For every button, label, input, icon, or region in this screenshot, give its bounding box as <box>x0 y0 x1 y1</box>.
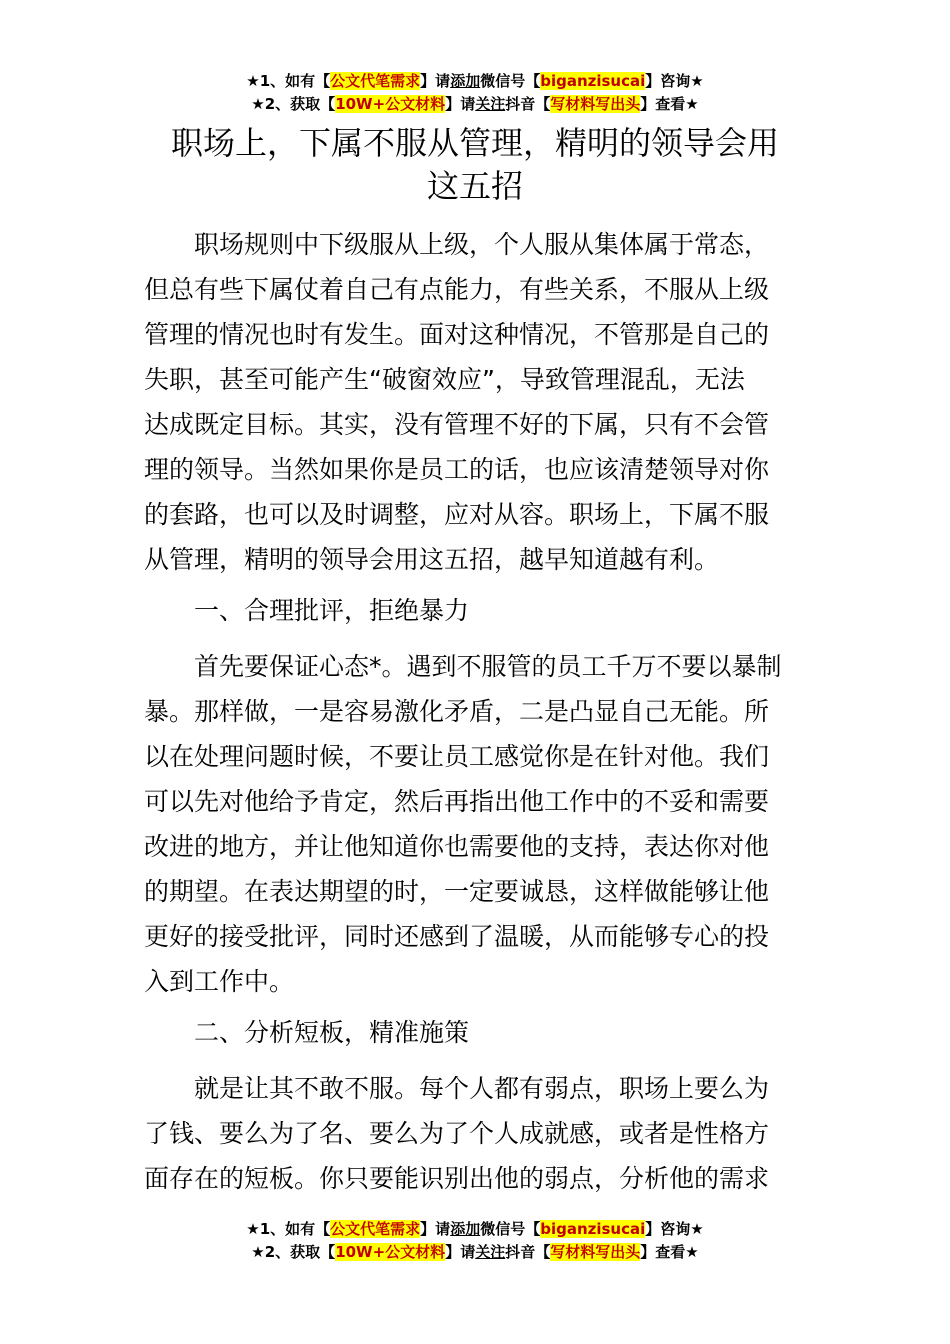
text-line: 面存在的短板。你只要能识别出他的弱点，分析他的需求 <box>144 1164 770 1193</box>
promo-line-1: ★1、如有【公文代笔需求】请添加微信号【biganzisucai】咨询★ <box>246 1220 704 1238</box>
heading-text: 二、分析短板，精准施策 <box>194 1018 470 1047</box>
section-2-paragraph <box>144 1066 816 1201</box>
document-title <box>140 122 810 208</box>
text-line: 暴。那样做，一是容易激化矛盾，二是凸显自己无能。所 <box>144 697 770 726</box>
title-line-2: 这五招 <box>426 167 523 205</box>
promo-line-1: ★1、如有【公文代笔需求】请添加微信号【biganzisucai】咨询★ <box>246 72 704 90</box>
text-line: 失职，甚至可能产生“破窗效应”，导致管理混乱，无法 <box>144 365 745 394</box>
text-line: 改进的地方，并让他知道你也需要他的支持，表达你对他 <box>144 832 770 861</box>
text-line: 职场规则中下级服从上级，个人服从集体属于常态， <box>194 230 770 259</box>
highlight-materials: 10W+公文材料 <box>335 1243 446 1261</box>
highlight-douyin-account: 写材料写出头 <box>550 95 641 113</box>
heading-text: 一、合理批评，拒绝暴力 <box>194 596 470 625</box>
text-line: 理的领导。当然如果你是员工的话，也应该清楚领导对你 <box>144 455 770 484</box>
text-line: 从管理，精明的领导会用这五招，越早知道越有利。 <box>144 545 720 574</box>
text-line: 但总有些下属仗着自己有点能力，有些关系，不服从上级 <box>144 275 770 304</box>
text-line: 的期望。在表达期望的时，一定要诚恳，这样做能够让他 <box>144 877 770 906</box>
highlight-service: 公文代笔需求 <box>330 72 421 90</box>
text-line: 管理的情况也时有发生。面对这种情况，不管那是自己的 <box>144 320 770 349</box>
highlight-douyin-account: 写材料写出头 <box>550 1243 641 1261</box>
section-heading-1 <box>144 588 816 633</box>
text-line: 可以先对他给予肯定，然后再指出他工作中的不妥和需要 <box>144 787 770 816</box>
intro-paragraph <box>144 222 816 582</box>
text-line: 就是让其不敢不服。每个人都有弱点，职场上要么为 <box>194 1074 770 1103</box>
text-line: 的套路，也可以及时调整，应对从容。职场上，下属不服 <box>144 500 770 529</box>
section-heading-2 <box>144 1010 816 1055</box>
text-line: 了钱、要么为了名、要么为了个人成就感，或者是性格方 <box>144 1119 770 1148</box>
text-line: 以在处理问题时候，不要让员工感觉你是在针对他。我们 <box>144 742 770 771</box>
highlight-wechat-id: biganzisucai <box>540 72 646 90</box>
promo-banner-bottom <box>0 1218 950 1264</box>
text-line: 达成既定目标。其实，没有管理不好的下属，只有不会管 <box>144 410 770 439</box>
text-line: 入到工作中。 <box>144 967 295 996</box>
section-1-paragraph <box>144 644 816 1004</box>
title-line-1: 职场上，下属不服从管理，精明的领导会用 <box>170 124 779 162</box>
promo-banner-top <box>0 70 950 116</box>
highlight-service: 公文代笔需求 <box>330 1220 421 1238</box>
highlight-wechat-id: biganzisucai <box>540 1220 646 1238</box>
text-line: 首先要保证心态*。遇到不服管的员工千万不要以暴制 <box>194 652 782 681</box>
promo-line-2: ★2、获取【10W+公文材料】请关注抖音【写材料写出头】查看★ <box>251 95 699 113</box>
highlight-materials: 10W+公文材料 <box>335 95 446 113</box>
promo-line-2: ★2、获取【10W+公文材料】请关注抖音【写材料写出头】查看★ <box>251 1243 699 1261</box>
text-line: 更好的接受批评，同时还感到了温暖，从而能够专心的投 <box>144 922 770 951</box>
